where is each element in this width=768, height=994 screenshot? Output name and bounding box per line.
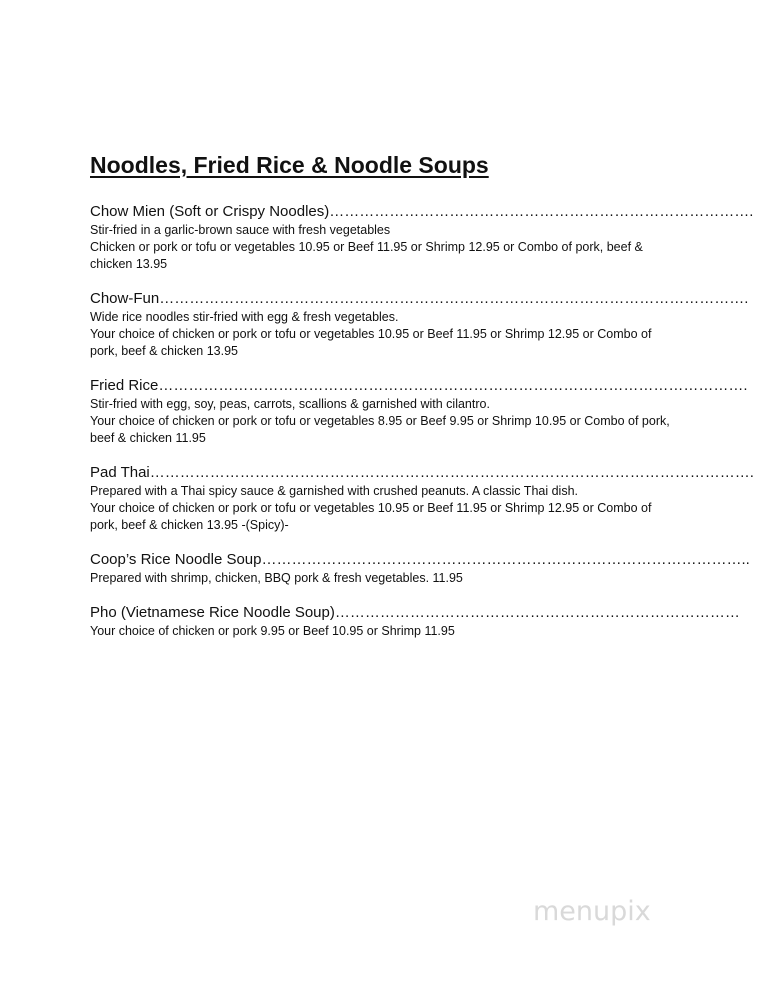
menu-item-pad-thai xyxy=(90,463,754,534)
page-title: Noodles, Fried Rice & Noodle Soups xyxy=(90,152,489,178)
menu-item-name: Chow Mien (Soft or Crispy Noodles)…………………………………………………………………………. xyxy=(90,203,754,220)
menu-item-description: Wide rice noodles stir-fried with egg & fresh vegetables. xyxy=(90,310,399,324)
menu-item-name: Pho (Vietnamese Rice Noodle Soup)……………………………………………………………………… xyxy=(90,604,740,621)
menu-item-chow-mien xyxy=(90,202,754,273)
menupix-watermark: menupix xyxy=(533,896,651,927)
menu-item-prices: Chicken or pork or tofu or vegetables 10.95 or Beef 11.95 or Shrimp 12.95 or Combo of pork, beef & chicken 13.95 xyxy=(90,240,643,271)
menu-item-chow-fun xyxy=(90,289,749,360)
menu-item-fried-rice xyxy=(90,376,748,447)
menu-item-description: Stir-fried in a garlic-brown sauce with fresh vegetables xyxy=(90,223,391,237)
menu-item-name: Pad Thai…………………………………………………………………………………………………………. xyxy=(90,464,754,481)
menu-item-prices: Your choice of chicken or pork or tofu or vegetables 8.95 or Beef 9.95 or Shrimp 10.95 or Combo of pork, beef & chicken 11.95 xyxy=(90,414,670,445)
menu-item-description: Stir-fried with egg, soy, peas, carrots, scallions & garnished with cilantro. xyxy=(90,397,490,411)
menu-item-name: Fried Rice………………………………………………………………………………………………………. xyxy=(90,377,748,394)
menu-item-name: Chow-Fun………………………………………………………………………………………………………. xyxy=(90,290,749,307)
menu-page xyxy=(90,148,754,656)
menu-item-name: Coop’s Rice Noodle Soup…………………………………………………………………………………….. xyxy=(90,551,750,568)
menu-item-pho xyxy=(90,603,740,640)
menu-item-description: Prepared with shrimp, chicken, BBQ pork & fresh vegetables. 11.95 xyxy=(90,571,463,585)
menu-item-coops-rice-noodle-soup xyxy=(90,550,750,587)
menu-item-description: Prepared with a Thai spicy sauce & garnished with crushed peanuts. A classic Thai dish. xyxy=(90,484,579,498)
menu-item-prices: Your choice of chicken or pork or tofu or vegetables 10.95 or Beef 11.95 or Shrimp 12.95 or Combo of pork, beef & chicken 13.95 xyxy=(90,327,652,358)
menu-item-prices: Your choice of chicken or pork or tofu or vegetables 10.95 or Beef 11.95 or Shrimp 12.95 or Combo of pork, beef & chicken 13.95 -(Spicy)- xyxy=(90,501,652,532)
menu-item-description: Your choice of chicken or pork 9.95 or Beef 10.95 or Shrimp 11.95 xyxy=(90,624,455,638)
